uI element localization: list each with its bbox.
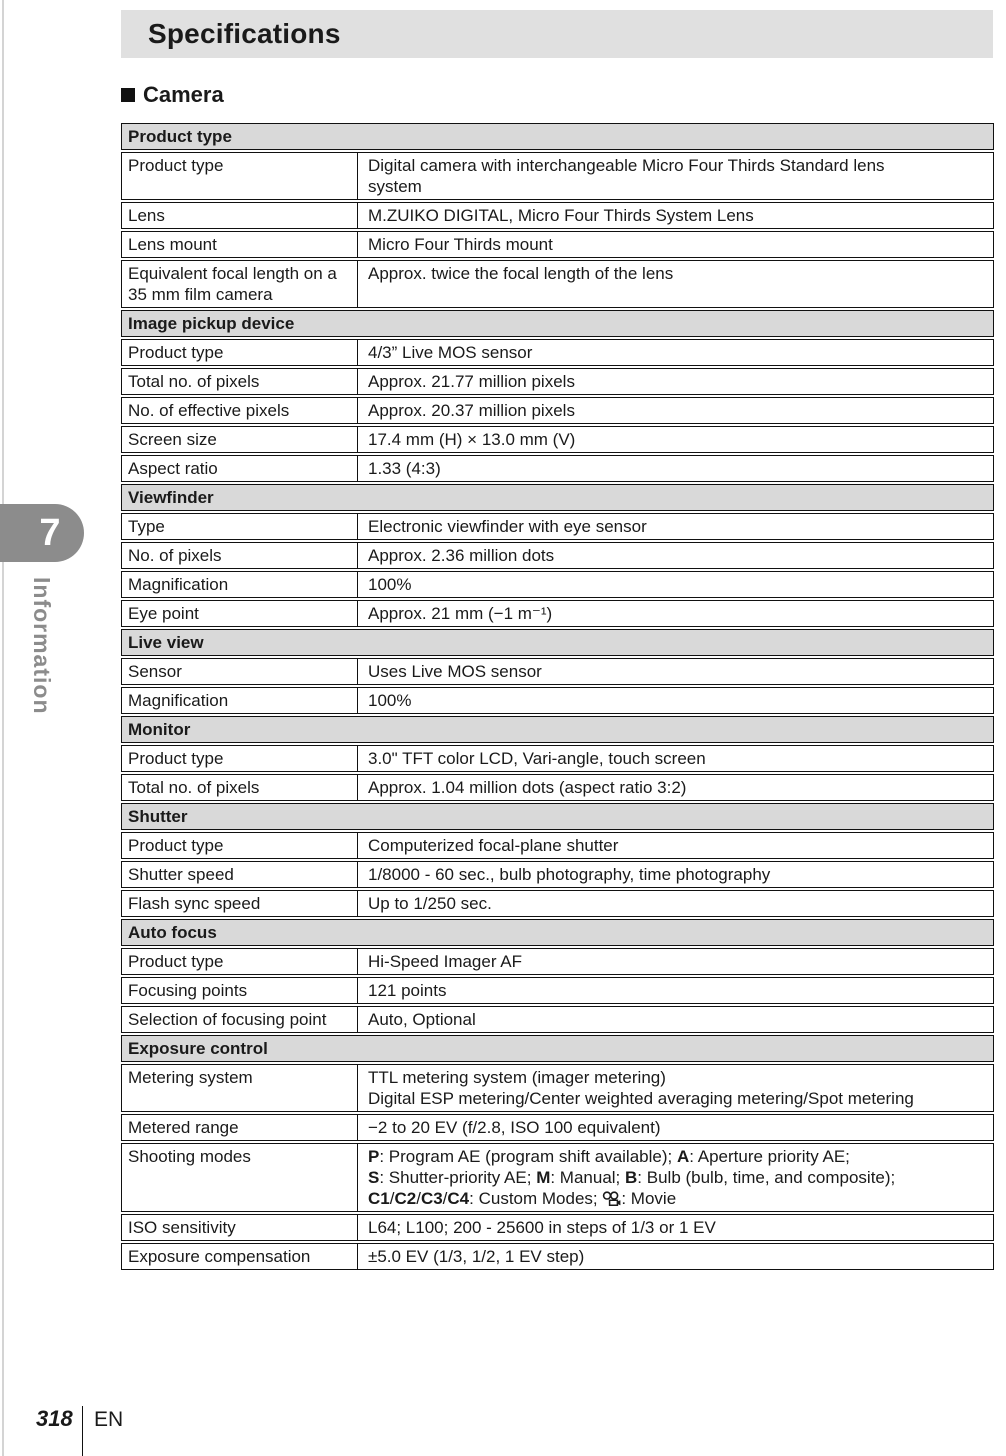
table-row [121, 339, 994, 366]
spec-label-cell: Type [122, 514, 358, 539]
spec-value-cell: 100% [368, 691, 412, 710]
spec-label-cell: Sensor [122, 659, 358, 684]
spec-value-cell: 1/8000 - 60 sec., bulb photography, time photography [368, 865, 771, 884]
chapter-number: 7 [39, 511, 61, 554]
table-row [121, 658, 994, 685]
spec-value-cell: 1.33 (4:3) [368, 459, 441, 478]
table-row [121, 1006, 994, 1033]
section-header-row: Shutter [121, 803, 994, 830]
section-header-row: Monitor [121, 716, 994, 743]
spec-value-cell: M.ZUIKO DIGITAL, Micro Four Thirds System Lens [368, 206, 754, 225]
table-row [121, 1114, 994, 1141]
table-row [121, 977, 994, 1004]
spec-label-cell: ISO sensitivity [122, 1215, 358, 1240]
spec-label-cell: Equivalent focal length on a 35 mm film camera [122, 261, 358, 307]
table-row [121, 774, 994, 801]
spec-value-cell: Approx. 21.77 million pixels [368, 372, 575, 391]
spec-table [121, 123, 994, 1272]
chapter-tab [0, 504, 84, 562]
section-header-row: Live view [121, 629, 994, 656]
spec-value-cell: Electronic viewfinder with eye sensor [368, 517, 647, 536]
spec-value-cell: 100% [368, 575, 412, 594]
table-row [121, 1064, 994, 1112]
spec-label-cell: Lens [122, 203, 358, 228]
chapter-title-vertical: Information [29, 577, 55, 715]
spec-label-cell: Shooting modes [122, 1144, 358, 1211]
table-row [121, 455, 994, 482]
spec-label-cell: Magnification [122, 572, 358, 597]
table-row [121, 890, 994, 917]
table-row [121, 513, 994, 540]
spec-value-cell: Approx. 20.37 million pixels [368, 401, 575, 420]
table-row [121, 832, 994, 859]
table-row [121, 948, 994, 975]
spec-label-cell: Selection of focusing point [122, 1007, 358, 1032]
spec-value-cell: Approx. 2.36 million dots [368, 546, 555, 565]
spec-label-cell: Screen size [122, 427, 358, 452]
table-row [121, 202, 994, 229]
spec-value-cell: Auto, Optional [368, 1010, 476, 1029]
table-row [121, 152, 994, 200]
language-label: EN [94, 1408, 124, 1431]
square-bullet-icon [121, 88, 135, 102]
page-title-bar [121, 10, 993, 58]
page-edge-line [2, 0, 4, 1456]
spec-value-cell: Up to 1/250 sec. [368, 894, 492, 913]
spec-label-cell: Aspect ratio [122, 456, 358, 481]
table-row [121, 231, 994, 258]
spec-value-cell: Uses Live MOS sensor [368, 662, 542, 681]
spec-label-cell: No. of effective pixels [122, 398, 358, 423]
table-row [121, 260, 994, 308]
page-title: Specifications [148, 18, 341, 49]
camera-heading-label: Camera [143, 82, 224, 107]
spec-value-cell: −2 to 20 EV (f/2.8, ISO 100 equivalent) [368, 1118, 661, 1137]
spec-value-cell: 121 points [368, 981, 447, 1000]
table-row [121, 426, 994, 453]
table-row [121, 397, 994, 424]
section-header-row: Exposure control [121, 1035, 994, 1062]
table-row [121, 542, 994, 569]
spec-value-cell: L64; L100; 200 - 25600 in steps of 1/3 or 1 EV [368, 1218, 716, 1237]
spec-value-cell: Digital camera with interchangeable Micro Four Thirds Standard lens system [368, 156, 885, 196]
spec-label-cell: Total no. of pixels [122, 775, 358, 800]
spec-value-cell: ±5.0 EV (1/3, 1/2, 1 EV step) [368, 1247, 585, 1266]
spec-value-cell: 4/3” Live MOS sensor [368, 343, 533, 362]
spec-label-cell: Focusing points [122, 978, 358, 1003]
spec-value-cell: P: Program AE (program shift available); A: Aperture priority AE; S: Shutter-priority AE; M: Manual; B: Bulb (bulb, time, and composite); C1/C2/C3/C4: Custom Modes; : Movie [368, 1147, 896, 1208]
table-row [121, 1243, 994, 1270]
spec-label-cell: Metered range [122, 1115, 358, 1140]
section-header-row: Image pickup device [121, 310, 994, 337]
spec-label-cell: Flash sync speed [122, 891, 358, 916]
spec-label-cell: Product type [122, 153, 358, 199]
spec-label-cell: Magnification [122, 688, 358, 713]
spec-label-cell: Product type [122, 746, 358, 771]
spec-label-cell: Lens mount [122, 232, 358, 257]
spec-value-cell: Approx. 21 mm (−1 m⁻¹) [368, 604, 553, 623]
section-header-row: Viewfinder [121, 484, 994, 511]
spec-label-cell: Exposure compensation [122, 1244, 358, 1269]
section-header-row: Product type [121, 123, 994, 150]
spec-value-cell: Approx. 1.04 million dots (aspect ratio 3:2) [368, 778, 687, 797]
table-row [121, 861, 994, 888]
spec-label-cell: Total no. of pixels [122, 369, 358, 394]
spec-label-cell: No. of pixels [122, 543, 358, 568]
spec-value-cell: TTL metering system (imager metering) Digital ESP metering/Center weighted averaging metering/Spot metering [368, 1068, 914, 1108]
table-row [121, 1214, 994, 1241]
spec-label-cell: Product type [122, 833, 358, 858]
spec-label-cell: Metering system [122, 1065, 358, 1111]
spec-value-cell: Computerized focal-plane shutter [368, 836, 619, 855]
spec-label-cell: Product type [122, 340, 358, 365]
spec-label-cell: Shutter speed [122, 862, 358, 887]
table-row [121, 745, 994, 772]
table-row [121, 1143, 994, 1212]
table-row [121, 600, 994, 627]
page-number: 318 [36, 1406, 73, 1431]
spec-label-cell: Eye point [122, 601, 358, 626]
spec-value-cell: 17.4 mm (H) × 13.0 mm (V) [368, 430, 576, 449]
table-row [121, 571, 994, 598]
section-header-row: Auto focus [121, 919, 994, 946]
spec-value-cell: Hi-Speed Imager AF [368, 952, 523, 971]
footer-divider [82, 1406, 83, 1456]
spec-label-cell: Product type [122, 949, 358, 974]
table-row [121, 687, 994, 714]
movie-camera-icon [602, 1191, 621, 1206]
spec-value-cell: 3.0" TFT color LCD, Vari-angle, touch screen [368, 749, 706, 768]
spec-value-cell: Micro Four Thirds mount [368, 235, 553, 254]
spec-value-cell: Approx. twice the focal length of the lens [368, 264, 674, 283]
table-row [121, 368, 994, 395]
camera-section-heading [121, 82, 224, 108]
